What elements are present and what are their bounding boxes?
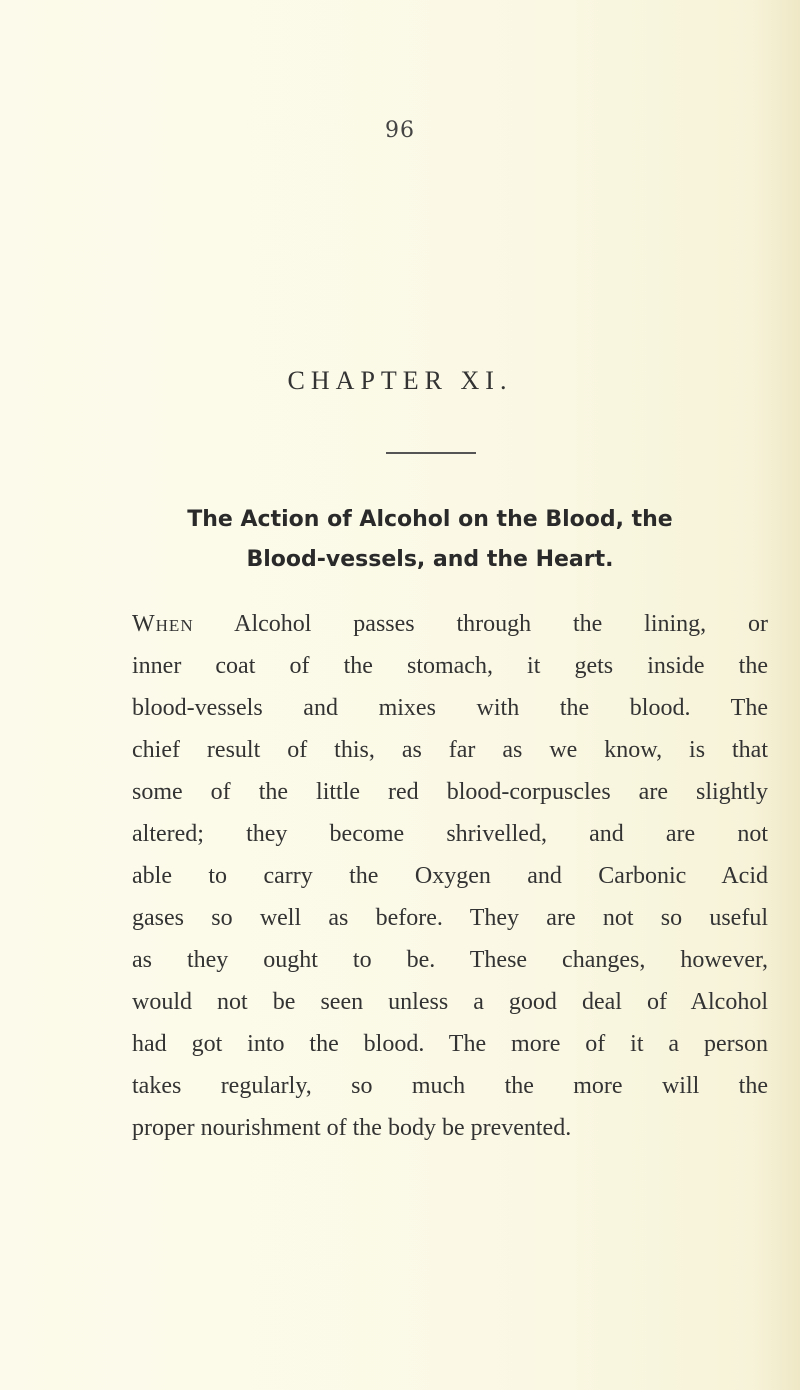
paragraph-line-3: blood-vessels and mixes with the blood. The [132,695,768,721]
chapter-title: CHAPTER XI. [287,366,513,395]
paragraph-line-8: gases so well as before. They are not so useful [132,905,768,931]
paragraph-line-1-text: Alcohol passes through the lining, or [193,611,768,637]
body-paragraph [132,603,768,1149]
paragraph-line-4: chief result of this, as far as we know, is that [132,737,768,763]
paragraph-line-11: had got into the blood. The more of it a person [132,1031,768,1057]
section-heading-line-2: Blood-vessels, and the Heart. [246,547,614,572]
lead-word: When [132,611,194,637]
paragraph-line-12: takes regularly, so much the more will the [132,1073,768,1099]
paragraph-line-2: inner coat of the stomach, it gets inside the [132,653,768,679]
paragraph-line-6: altered; they become shrivelled, and are not [132,821,768,847]
section-divider [386,452,476,454]
paragraph-line-9: as they ought to be. These changes, however, [132,947,768,973]
paragraph-line-10: would not be seen unless a good deal of Alcohol [132,989,768,1015]
section-heading [100,500,760,580]
paragraph-line-1 [132,603,768,645]
section-heading-line-1: The Action of Alcohol on the Blood, the [187,507,673,532]
paragraph-line-5: some of the little red blood-corpuscles are slightly [132,779,768,805]
paragraph-line-13: proper nourishment of the body be prevented. [132,1115,572,1141]
paragraph-line-7: able to carry the Oxygen and Carbonic Acid [132,863,768,889]
page-number: 96 [385,118,415,143]
